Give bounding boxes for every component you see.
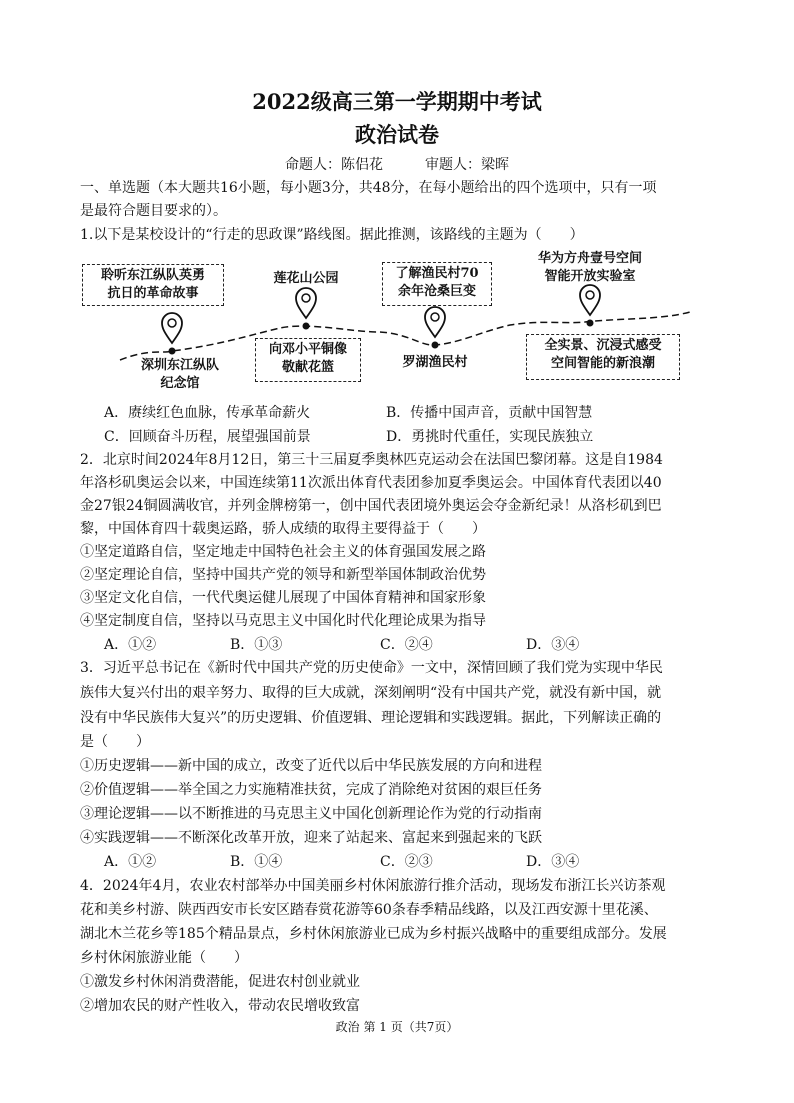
q3-item: ①历史逻辑——新中国的成立，改变了近代以后中华民族发展的方向和进程: [80, 758, 542, 774]
author-line: 命题人：陈侣花 审题人：梁晖: [285, 157, 509, 173]
exam-subtitle: 政治试卷: [355, 122, 439, 147]
location-pin-icon: [580, 285, 600, 315]
q3-item: ③理论逻辑——以不断推进的马克思主义中国化创新理论作为党的行动指南: [80, 806, 542, 822]
stop2-label: 莲花山公园: [273, 271, 339, 286]
q2-item: ②坚定理论自信，坚持中国共产党的领导和新型举国体制政治优势: [80, 567, 486, 583]
stop3-label: 罗湖渔民村: [402, 355, 468, 370]
stop4-activity-box: 全实景、沉浸式感受 空间智能的新浪潮: [526, 334, 680, 380]
q3-stem-line: 没有中华民族伟大复兴”的历史逻辑、价值逻辑、理论逻辑和实践逻辑。据此，下列解读正确的: [80, 710, 662, 726]
q3-option-c[interactable]: C．②③: [380, 854, 433, 870]
q4-stem-line: 花和美乡村游、陕西西安市长安区踏春赏花游等60条春季精品线路，以及江西安源十里花溪、: [80, 902, 658, 918]
q3-stem-line: 族伟大复兴付出的艰辛努力、取得的巨大成就，深刻阐明“没有中国共产党，就没有新中国，就: [80, 685, 662, 701]
q3-item: ②价值逻辑——举全国之力实施精准扶贫，完成了消除绝对贫困的艰巨任务: [80, 782, 542, 798]
section-instruction-line1: 一、单选题（本大题共16小题，每小题3分，共48分，在每小题给出的四个选项中，只有一项: [80, 180, 657, 196]
q4-stem-line: 乡村休闲旅游业能（ ）: [80, 950, 248, 966]
q3-stem-line: 是（ ）: [80, 734, 150, 750]
q4-stem-line: 湖北木兰花乡等185个精品景点，乡村休闲旅游业已成为乡村振兴战略中的重要组成部分。发展: [80, 926, 667, 942]
q2-stem-line: 2．北京时间2024年8月12日，第三十三届夏季奥林匹克运动会在法国巴黎闭幕。这是自1984: [80, 452, 663, 468]
q1-option-c[interactable]: C．回顾奋斗历程，展望强国前景: [104, 429, 311, 445]
location-pin-icon: [425, 307, 445, 337]
q4-item: ①激发乡村休闲消费潜能，促进农村创业就业: [80, 974, 360, 990]
stop1-label: 深圳东江纵队 纪念馆: [140, 358, 219, 391]
stop3-activity-box: 了解渔民村70 余年沧桑巨变: [382, 262, 492, 306]
exam-title: 2022级高三第一学期期中考试: [252, 89, 542, 114]
stop2-activity-box: 向邓小平铜像 敬献花篮: [255, 338, 361, 382]
q2-stem-line: 金27银24铜圆满收官，并列金牌榜第一，创中国代表团境外奥运会夺金新纪录！从洛杉矶到巴: [80, 498, 662, 514]
q3-item: ④实践逻辑——不断深化改革开放，迎来了站起来、富起来到强起来的飞跃: [80, 830, 542, 846]
q3-option-d[interactable]: D．③④: [526, 854, 580, 870]
stop1-activity-box: 聆听东江纵队英勇 抗日的革命故事: [82, 264, 224, 306]
q2-option-d[interactable]: D．③④: [526, 637, 580, 653]
q3-stem-line: 3．习近平总书记在《新时代中国共产党的历史使命》一文中，深情回顾了我们党为实现中华民: [80, 660, 663, 676]
page-footer: 政治 第 1 页（共7页）: [335, 1020, 459, 1034]
q2-option-b[interactable]: B．①③: [230, 637, 283, 653]
q1-option-d[interactable]: D．勇挑时代重任，实现民族独立: [386, 429, 594, 445]
stop4-label: 华为方舟壹号空间 智能开放实验室: [537, 251, 642, 284]
q4-item: ②增加农民的财产性收入，带动农民增收致富: [80, 998, 360, 1014]
q2-option-a[interactable]: A．①②: [104, 637, 157, 653]
q3-option-b[interactable]: B．①④: [230, 854, 283, 870]
q1-option-b[interactable]: B．传播中国声音，贡献中国智慧: [386, 405, 593, 421]
q2-option-c[interactable]: C．②④: [380, 637, 433, 653]
q1-stem: 1.以下是某校设计的“行走的思政课”路线图。据此推测，该路线的主题为（ ）: [80, 227, 584, 243]
q1-option-a[interactable]: A．赓续红色血脉，传承革命薪火: [104, 405, 311, 421]
route-diagram: [80, 250, 700, 390]
q2-stem-line: 黎，中国体育四十载奥运路，骄人成绩的取得主要得益于（ ）: [80, 521, 486, 537]
location-pin-icon: [162, 313, 182, 343]
q3-option-a[interactable]: A．①②: [104, 854, 157, 870]
q2-item: ④坚定制度自信，坚持以马克思主义中国化时代化理论成果为指导: [80, 613, 486, 629]
section-instruction-line2: 是最符合题目要求的）。: [80, 203, 227, 219]
location-pin-icon: [296, 288, 316, 318]
q2-stem-line: 年洛杉矶奥运会以来，中国连续第11次派出体育代表团参加夏季奥运会。中国体育代表团以40: [80, 475, 662, 491]
q2-item: ①坚定道路自信，坚定地走中国特色社会主义的体育强国发展之路: [80, 544, 486, 560]
q4-stem-line: 4．2024年4月，农业农村部举办中国美丽乡村休闲旅游行推介活动，现场发布浙江长兴访茶观: [80, 878, 666, 894]
q2-item: ③坚定文化自信，一代代奥运健儿展现了中国体育精神和国家形象: [80, 590, 486, 606]
